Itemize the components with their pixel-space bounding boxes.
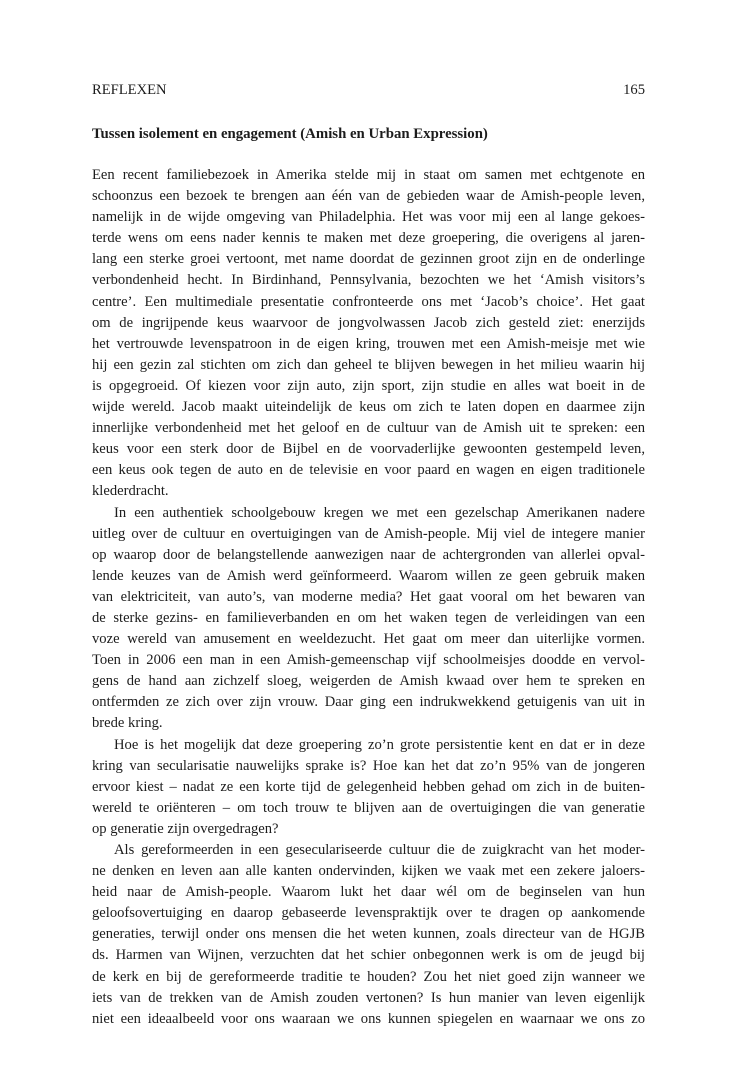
text-line: wereld te oriënteren – om toch trouw te blijven aan de overtuigingen die van generatie xyxy=(92,799,645,816)
page-number: 165 xyxy=(623,82,645,98)
text-line: is opgegroeid. Of kiezen voor zijn auto, zijn sport, zijn studie en alles wat boeit in de xyxy=(92,377,645,394)
text-line: innerlijke verbondenheid met het geloof en de cultuur van de Amish uit te spreken: een xyxy=(92,420,645,437)
text-line: gens de hand aan zichzelf sloeg, weigerden de Amish kwaad over hem te spreken en xyxy=(92,673,645,690)
text-line: de kerk en bij de gereformeerde traditie te houden? Zou het niet goed zijn wanneer we xyxy=(92,968,645,985)
text-line: de sterke gezins- en familieverbanden en om het waken tegen de verleidingen van een xyxy=(92,609,645,626)
text-line: namelijk in de wijde omgeving van Philadelphia. Het was voor mij een al lange gekoes- xyxy=(92,209,645,226)
text-line: op generatie zijn overgedragen? xyxy=(92,820,279,837)
text-line: wijde wereld. Jacob maakt uiteindelijk de keus om zich te laten dopen en daarmee zijn xyxy=(92,399,645,416)
text-line: ontfermden ze zich over zijn vrouw. Daar ging een indrukwekkend getuigenis van uit in xyxy=(92,694,645,711)
document-page xyxy=(92,0,645,1068)
text-line: op waarop door de belangstellende aanwezigen naar de achtergronden van allerlei opval- xyxy=(92,546,645,563)
text-line: verbondenheid hecht. In Birdinhand, Pennsylvania, bezochten we het ‘Amish visitors’s xyxy=(92,272,645,289)
text-line: schoonzus een bezoek te brengen aan één van de gebieden waar de Amish-people leven, xyxy=(92,188,645,205)
text-line: keus voor een sterk door de Bijbel en de voorvaderlijke gewoonten gestempeld leven, xyxy=(92,441,645,458)
text-line: generaties, terwijl onder ons mensen die het weten kunnen, zoals directeur van de HGJB xyxy=(92,926,645,943)
text-line: uitleg over de cultuur en overtuigingen van de Amish-people. Mij viel de integere manier xyxy=(92,525,645,542)
text-line: klederdracht. xyxy=(92,483,169,500)
text-line: ne denken en leven aan alle kanten ondervinden, kijken we vaak met een zekere jaloers- xyxy=(92,863,645,880)
text-line: Hoe is het mogelijk dat deze groepering zo’n grote persistentie kent en dat er in deze xyxy=(114,736,645,753)
text-line: een keus ook tegen de auto en de televisie en voor paard en wagen en eigen traditionele xyxy=(92,462,645,479)
paragraph xyxy=(92,503,645,735)
text-line: ervoor kiest – nadat ze een korte tijd de gelegenheid hebben gehad om zich in de buiten- xyxy=(92,778,645,795)
text-line: heid naar de Amish-people. Waarom lukt het daar wél om de beginselen van hun xyxy=(92,884,645,901)
text-line: ds. Harmen van Wijnen, verzuchten dat het schier onbegonnen werk is om de jeugd bij xyxy=(92,947,645,964)
text-line: kring van secularisatie nauwelijks sprake is? Hoe kan het dat zo’n 95% van de jongeren xyxy=(92,757,645,774)
text-line: brede kring. xyxy=(92,715,163,732)
text-line: terde wens om eens nader kennis te maken met deze groepering, die overigens al jaren- xyxy=(92,230,645,247)
text-line: het vertrouwde levenspatroon in de eigen kring, trouwen met een Amish-meisje met wie xyxy=(92,335,645,352)
text-line: om de ingrijpende keus waarvoor de jongvolwassen Jacob zich gesteld ziet: enerzijds xyxy=(92,314,645,331)
text-line: van elektriciteit, van auto’s, van moderne media? Het gaat vooral om het bewaren van xyxy=(92,588,645,605)
paragraph xyxy=(92,840,645,1030)
paragraph xyxy=(92,735,645,840)
text-line: lende keuzes van de Amish werd geïnformeerd. Waarom willen ze geen gebruik maken xyxy=(92,567,645,584)
text-line: iets van de trekken van de Amish zouden vertonen? Is hun manier van leven eigenlijk xyxy=(92,989,645,1006)
text-line: Als gereformeerden in een geseculariseerde cultuur die de zuigkracht van het moder- xyxy=(114,842,645,858)
body-text xyxy=(92,165,645,1030)
running-head-title: REFLEXEN xyxy=(92,82,167,98)
text-line: geloofsovertuiging en daarop gebaseerde levenspraktijk over te dragen op aankomende xyxy=(92,905,645,922)
running-head xyxy=(92,80,645,100)
text-line: Toen in 2006 een man in een Amish-gemeenschap vijf schoolmeisjes doodde en vervol- xyxy=(92,652,645,669)
text-line: hij een gezin zal stichten om zich dan geheel te blijven bewegen in het milieu waarin hij xyxy=(92,356,645,373)
text-line: lang een sterke groei vertoont, met name doordat de gezinnen groot zijn en de onderlinge xyxy=(92,251,645,268)
text-line: In een authentiek schoolgebouw kregen we met een gezelschap Amerikanen nadere xyxy=(114,504,645,521)
text-line: voze wereld van amusement en weeldezucht. Het gaat om meer dan uiterlijke vormen. xyxy=(92,631,645,648)
text-line: centre’. Een multimediale presentatie confronteerde ons met ‘Jacob’s choice’. Het gaat xyxy=(92,293,645,310)
paragraph xyxy=(92,165,645,503)
text-line: Een recent familiebezoek in Amerika stelde mij in staat om samen met echtgenote en xyxy=(92,167,645,183)
section-heading: Tussen isolement en engagement (Amish en Urban Expression) xyxy=(92,126,488,142)
text-line: niet een ideaalbeeld voor ons waaraan we ons kunnen spiegelen en waarnaar we ons zo xyxy=(92,1010,645,1027)
